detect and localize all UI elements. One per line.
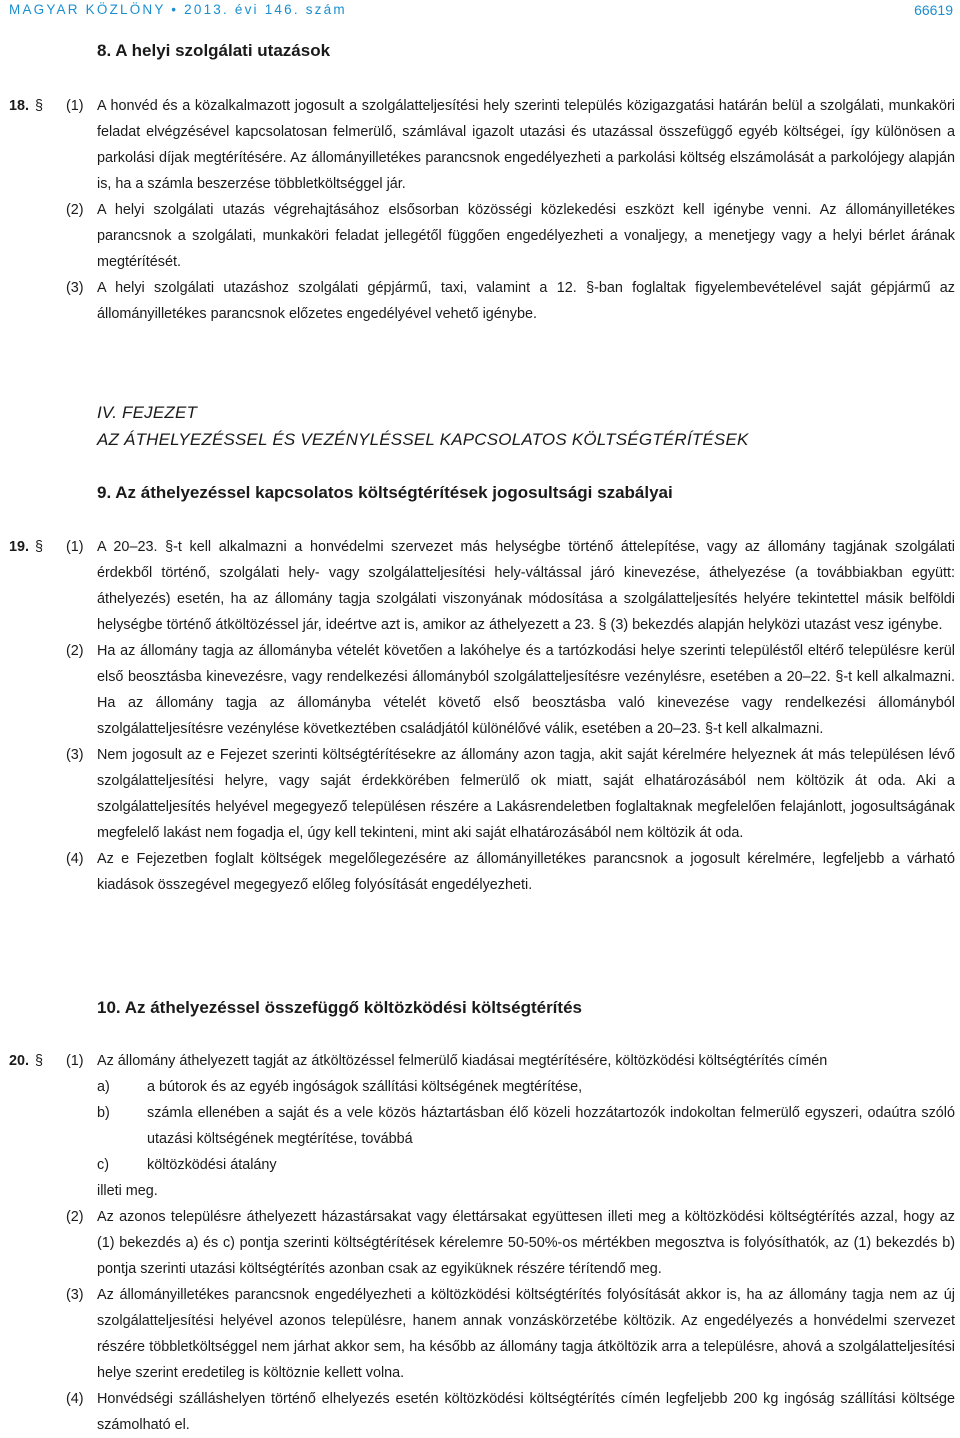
chapter-title: AZ ÁTHELYEZÉSSEL ÉS VEZÉNYLÉSSEL KAPCSOLATOS KÖLTSÉGTÉRÍTÉSEK	[97, 430, 749, 449]
subsection-18-3	[0, 275, 960, 327]
item-text: a bútorok és az egyéb ingóságok szállítási költségének megtérítése,	[147, 1079, 583, 1095]
subsection-label: (3)	[66, 1287, 84, 1303]
subsection-text: Nem jogosult az e Fejezet szerinti költségtérítésekre az állomány azon tagja, akit saját kérelmére helyeznek át más településen lévő szolgálatteljesítési helyre, vagy saját érdekkörében felmerülő ok miatt, saját elhatározásából nem költözik át oda. Aki a szolgálatteljesítés helyével megegyező településen részére a Lakásrendeletben foglaltaknak megfelelően felajánlott, jogosultságának megfelelő lakást nem fogadja el, úgy kell tekinteni, mint aki saját elhatározásából nem költözik át oda.	[97, 747, 955, 841]
subsection-text: A honvéd és a közalkalmazott jogosult a szolgálatteljesítési hely szerinti település közigazgatási határán belül a szolgálati, munkaköri feladat elvégzésével kapcsolatosan felmerülő, számlával igazolt utazási és utazással összefüggő egyéb költségei, így különösen a parkolási díjak megtérítésére. Az állományilletékes parancsnok engedélyezheti a parkolási költség elszámolását a parkolójegy alapján is, ha a számla beszerzése többletköltséggel jár.	[97, 98, 955, 192]
subsection-label: (2)	[66, 643, 84, 659]
subsection-text: A helyi szolgálati utazáshoz szolgálati gépjármű, taxi, valamint a 12. §-ban foglaltak figyelembevételével saját gépjármű az állományilletékes parancsnok előzetes engedélyével vehető igénybe.	[97, 280, 955, 322]
subsection-20-3	[0, 1282, 960, 1386]
subsection-label: (1)	[66, 539, 84, 555]
subsection-19-1	[0, 534, 960, 638]
subsection-intro: Az állomány áthelyezett tagját az átköltözéssel felmerülő kiadásai megtérítésére, költözködési költségtérítés címén	[97, 1053, 828, 1069]
subsection-20-1	[0, 1048, 960, 1204]
subsection-text: Az állományilletékes parancsnok engedélyezheti a költözködési költségtérítés folyósítását akkor is, ha az állomány tagja nem az új szolgálatteljesítési helyével azonos településre, hanem annak vonzáskörzetébe költözik. Az engedélyezés a honvédelmi szervezet részére többletköltséggel nem járhat akkor sem, ha később az állomány tagja átköltözik arra a településre, ahová a szolgálatteljesítési helye szerint eredetileg is költöznie kellett volna.	[97, 1287, 955, 1381]
item-label: a)	[97, 1079, 110, 1095]
subsection-text: A helyi szolgálati utazás végrehajtásához elsősorban közösségi közlekedési eszközt kell igénybe venni. Az állományilletékes parancsnok a szolgálati, munkaköri feladat jellegétől függően engedélyezheti a vonaljegy, a menetjegy vagy a helyi bérlet árának megtérítését.	[97, 202, 955, 270]
subsection-label: (2)	[66, 1209, 84, 1225]
subsection-20-2	[0, 1204, 960, 1282]
subsection-label: (4)	[66, 851, 84, 867]
list-item-b	[97, 1100, 955, 1152]
subsection-text: Ha az állomány tagja az állományba vételét követően a lakóhelye és a tartózkodási helye szerinti településtől eltérő településre kerül első beosztásba kinevezésre, vagy rendelkezési állományból szolgálatteljesítésre vezénylésre, esetében a 20–22. §-t kell alkalmazni. Ha az állomány tagja az állományba vételét követő első beosztásba való kinevezése vagy rendelkezési állományból szolgálatteljesítésre vezénylése következtében családjától különélővé válik, esetében a 20–23. §-t kell alkalmazni.	[97, 643, 955, 737]
subsection-19-2	[0, 638, 960, 742]
paragraph-18	[0, 93, 960, 327]
page-number: 66619	[914, 2, 953, 18]
subsection-19-3	[0, 742, 960, 846]
paragraph-19	[0, 534, 960, 898]
list-item-c	[97, 1152, 955, 1178]
subsection-label: (4)	[66, 1391, 84, 1407]
paragraph-number: 18. §	[9, 98, 44, 114]
subsection-20-4	[0, 1386, 960, 1438]
section-8-title: 8. A helyi szolgálati utazások	[97, 41, 331, 60]
subsection-18-2	[0, 197, 960, 275]
item-text: költözködési átalány	[147, 1157, 277, 1173]
paragraph-number: 20. §	[9, 1053, 44, 1069]
paragraph-20	[0, 1048, 960, 1438]
subsection-outro: illeti meg.	[97, 1183, 158, 1199]
list-item-a	[97, 1074, 955, 1100]
item-label: c)	[97, 1157, 109, 1173]
journal-title: MAGYAR KÖZLÖNY • 2013. évi 146. szám	[9, 2, 347, 17]
chapter-number: IV. FEJEZET	[97, 403, 198, 422]
subsection-label: (1)	[66, 1053, 84, 1069]
subsection-text: Az azonos településre áthelyezett házastársakat vagy élettársakat együttesen illeti meg a költözködési költségtérítés azzal, hogy az (1) bekezdés a) és c) pontja szerinti költségtérítések kérelemre 50-50%-os mértékben megosztva is folyósíthatók, az (1) bekezdés b) pontja szerinti utazási költségtérítés azonban csak az egyiküknek részére térítendő meg.	[97, 1209, 955, 1277]
section-9-title: 9. Az áthelyezéssel kapcsolatos költségtérítések jogosultsági szabályai	[97, 483, 673, 502]
item-text: számla ellenében a saját és a vele közös háztartásban élő közeli hozzátartozók indokoltan felmerülő egyszeri, odaútra szóló utazási költségének megtérítése, továbbá	[147, 1105, 955, 1147]
subsection-label: (2)	[66, 202, 84, 218]
subsection-text: Honvédségi szálláshelyen történő elhelyezés esetén költözködési költségtérítés címén legfeljebb 200 kg ingóság szállítási költsége számolható el.	[97, 1391, 955, 1433]
running-header	[0, 0, 960, 26]
section-10-title: 10. Az áthelyezéssel összefüggő költözködési költségtérítés	[97, 998, 582, 1017]
paragraph-number: 19. §	[9, 539, 44, 555]
subsection-text: Az e Fejezetben foglalt költségek megelőlegezésére az állományilletékes parancsnok a jogosult kérelmére, legfeljebb a várható kiadások összegével megegyező előleg folyósítását engedélyezheti.	[97, 851, 955, 893]
subsection-text: A 20–23. §-t kell alkalmazni a honvédelmi szervezet más helységbe történő áttelepítése, vagy az állomány tagjának szolgálati érdekből történő, szolgálati hely- vagy szolgálatteljesítési hely-váltással járó kinevezése, áthelyezése (a továbbiakban együtt: áthelyezés) esetén, ha az állomány tagja szolgálati viszonyának módosítása a szolgálatteljesítés helyére tekintettel másik belföldi helységbe történő átköltözéssel jár, ideértve azt is, amikor az áthelyezett a 23. § (3) bekezdés alapján helyközi utazást vesz igénybe.	[97, 539, 955, 633]
subsection-label: (3)	[66, 747, 84, 763]
subsection-19-4	[0, 846, 960, 898]
subsection-label: (1)	[66, 98, 84, 114]
item-label: b)	[97, 1105, 110, 1121]
subsection-18-1	[0, 93, 960, 197]
subsection-label: (3)	[66, 280, 84, 296]
